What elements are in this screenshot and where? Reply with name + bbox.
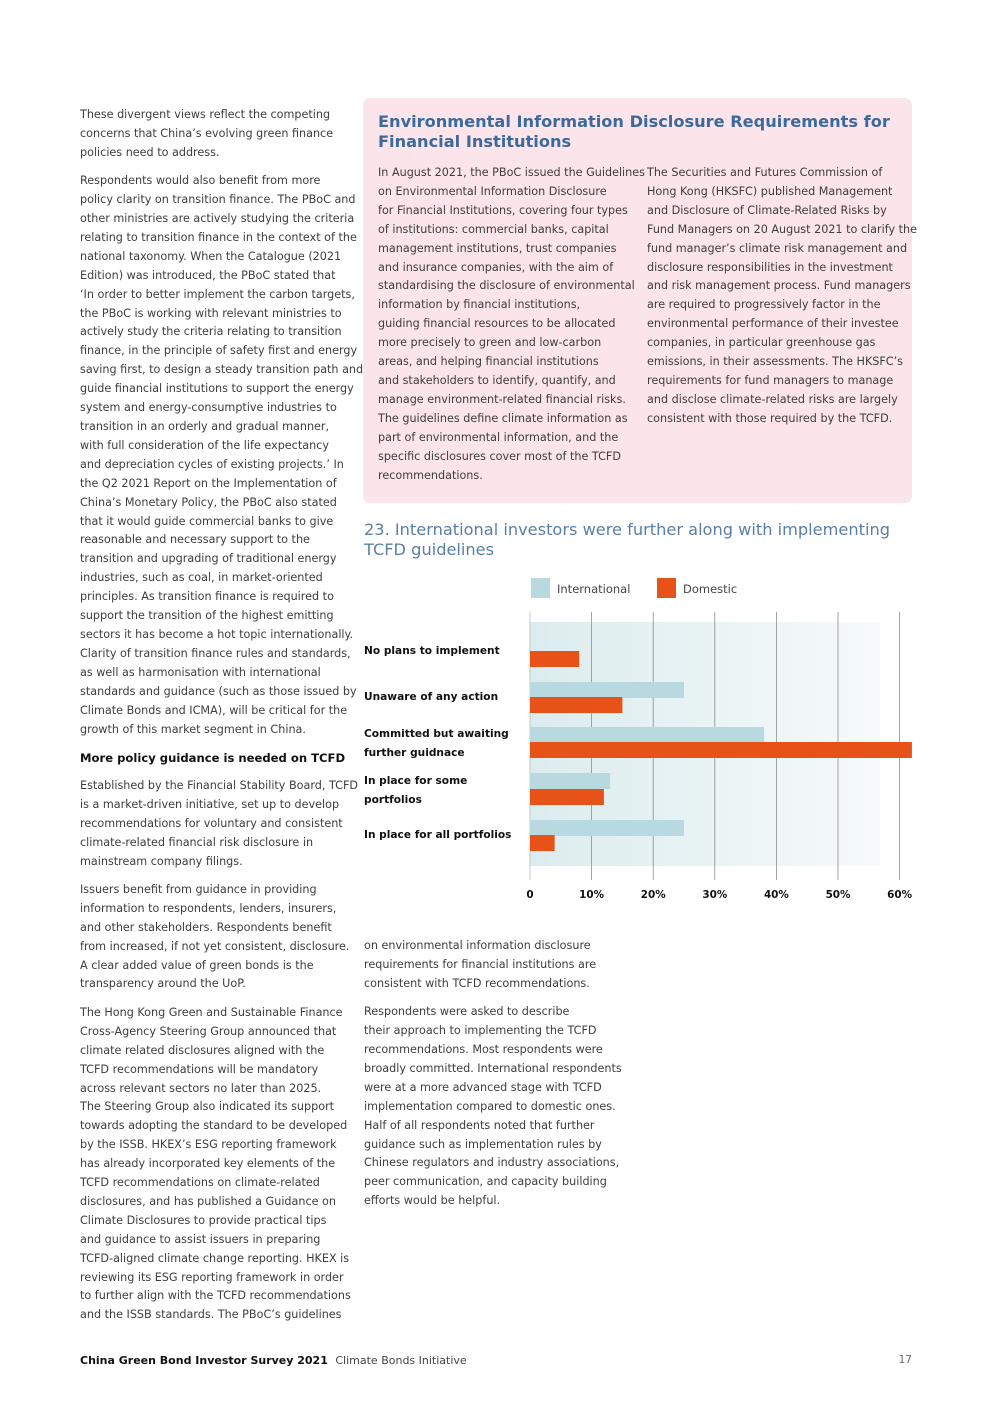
- text-line: guide financial institutions to support the energy: [80, 382, 354, 396]
- text-line: environmental performance of their investee: [647, 317, 899, 331]
- x-tick-label: 20%: [640, 889, 666, 901]
- respondents-paragraph: [364, 1003, 634, 1211]
- text-line: on Environmental Information Disclosure: [378, 184, 607, 198]
- legend-label-international: International: [557, 582, 631, 596]
- text-line: and the ISSB standards. The PBoC’s guidelines: [80, 1308, 342, 1322]
- x-tick-label: 40%: [763, 889, 789, 901]
- text-line: TCFD-aligned climate change reporting. HKEX is: [80, 1251, 350, 1265]
- text-line: as well as harmonisation with international: [80, 665, 321, 679]
- text-line: concerns that China’s evolving green finance: [80, 126, 334, 140]
- text-line: saving first, to design a steady transition path and: [80, 363, 364, 377]
- text-line: on environmental information disclosure: [364, 939, 591, 952]
- text-line: has already incorporated key elements of the: [80, 1157, 336, 1171]
- text-line: and stakeholders to identify, quantify, and: [378, 373, 616, 387]
- text-line: transition and upgrading of traditional energy: [80, 552, 337, 566]
- text-line: disclosures, and has published a Guidance on: [80, 1194, 336, 1208]
- text-line: and guidance to assist issuers in preparing: [80, 1232, 321, 1246]
- text-line: The Hong Kong Green and Sustainable Finance: [80, 1005, 343, 1019]
- text-line: part of environmental information, and the: [378, 430, 619, 444]
- text-line: peer communication, and capacity building: [364, 1175, 607, 1189]
- bar-international-4: [530, 820, 684, 836]
- box-title: Environmental Information Disclosure Requirements for Financial Institutions: [378, 112, 890, 151]
- text-line: Clarity of transition finance rules and standards,: [80, 646, 351, 660]
- text-line: mainstream company filings.: [80, 854, 243, 868]
- text-line: across relevant sectors no later than 2025.: [80, 1081, 322, 1095]
- text-line: the PBoC is working with relevant ministries to: [80, 306, 342, 320]
- text-line: A clear added value of green bonds is the: [80, 958, 314, 972]
- text-line: were at a more advanced stage with TCFD: [364, 1080, 602, 1094]
- text-line: The guidelines define climate information as: [378, 411, 628, 425]
- text-line: with full consideration of the life expectancy: [80, 438, 329, 452]
- section-heading: More policy guidance is needed on TCFD: [80, 750, 346, 765]
- text-line: that it would guide commercial banks to give: [80, 514, 334, 528]
- text-line: ‘In order to better implement the carbon targets,: [80, 287, 355, 301]
- text-line: and disclose climate-related risks are largely: [647, 392, 898, 406]
- page-number: 17: [898, 1354, 912, 1366]
- text-line: guiding financial resources to be allocated: [378, 317, 616, 331]
- text-line: and insurance companies, with the aim of: [378, 260, 614, 274]
- text-line: the Q2 2021 Report on the Implementation of: [80, 476, 337, 490]
- bar-domestic-4: [530, 835, 555, 851]
- text-line: industries, such as coal, in market-oriented: [80, 571, 323, 585]
- text-line: Climate Bonds and ICMA), will be critical for the: [80, 703, 348, 717]
- footer-report-title: China Green Bond Investor Survey 2021: [80, 1354, 328, 1367]
- category-label: further guidnace: [364, 747, 465, 759]
- text-line: reviewing its ESG reporting framework in order: [80, 1270, 344, 1284]
- text-line: areas, and helping financial institutions: [378, 355, 599, 369]
- text-line: consistent with those required by the TCFD.: [647, 411, 893, 425]
- footer-organisation: Climate Bonds Initiative: [335, 1354, 467, 1367]
- text-line: system and energy-consumptive industries to: [80, 401, 337, 415]
- text-line: their approach to implementing the TCFD: [364, 1024, 597, 1038]
- text-line: relating to transition finance in the context of the: [80, 230, 357, 244]
- text-line: recommendations. Most respondents were: [364, 1043, 603, 1057]
- bar-international-3: [530, 773, 610, 789]
- category-label: Unaware of any action: [364, 691, 499, 703]
- text-line: management institutions, trust companies: [378, 241, 617, 255]
- text-line: Cross-Agency Steering Group announced that: [80, 1024, 337, 1038]
- text-line: and risk management process. Fund managers: [647, 279, 911, 293]
- text-line: guidance such as implementation rules by: [364, 1137, 602, 1151]
- text-line: companies, in particular greenhouse gas: [647, 336, 876, 350]
- text-line: climate related disclosures aligned with the: [80, 1043, 325, 1057]
- text-line: Respondents would also benefit from more: [80, 174, 321, 188]
- text-line: China’s Monetary Policy, the PBoC also stated: [80, 495, 337, 509]
- text-line: from increased, if not yet consistent, disclosure.: [80, 939, 350, 953]
- x-tick-label: 10%: [579, 889, 605, 901]
- text-line: consistent with TCFD recommendations.: [364, 976, 590, 990]
- text-line: by the ISSB. HKEX’s ESG reporting framework: [80, 1138, 337, 1152]
- text-line: Half of all respondents noted that further: [364, 1118, 595, 1132]
- text-line: Climate Disclosures to provide practical tips: [80, 1213, 327, 1227]
- legend-swatch-domestic: [657, 578, 676, 598]
- text-line: Hong Kong (HKSFC) published Management: [647, 184, 893, 198]
- text-line: actively study the criteria relating to transition: [80, 325, 342, 339]
- text-line: recommendations for voluntary and consistent: [80, 816, 343, 830]
- text-line: information by financial institutions,: [378, 298, 581, 312]
- text-line: climate-related financial risk disclosure in: [80, 835, 314, 849]
- bar-domestic-3: [530, 789, 604, 805]
- text-line: standardising the disclosure of environmental: [378, 279, 635, 293]
- text-line: other ministries are actively studying the criteria: [80, 212, 355, 226]
- text-line: standards and guidance (such as those issued by: [80, 684, 357, 698]
- bar-domestic-2: [530, 742, 912, 758]
- bar-domestic-1: [530, 697, 622, 713]
- text-line: implementation compared to domestic ones.: [364, 1099, 616, 1113]
- category-label: portfolios: [364, 794, 422, 806]
- text-line: policies need to address.: [80, 145, 220, 159]
- text-line: is a market-driven initiative, set up to develop: [80, 797, 340, 811]
- category-label: No plans to implement: [364, 645, 500, 657]
- x-tick-label: 30%: [702, 889, 728, 901]
- text-line: specific disclosures cover most of the TCFD: [378, 449, 621, 463]
- text-line: information to respondents, lenders, insurers,: [80, 901, 337, 915]
- bar-international-2: [530, 727, 764, 743]
- x-tick-label: 60%: [887, 889, 913, 901]
- text-line: requirements for financial institutions are: [364, 957, 597, 971]
- text-line: national taxonomy. When the Catalogue (2021: [80, 249, 342, 263]
- text-line: principles. As transition finance is required to: [80, 590, 334, 604]
- category-label: In place for all portfolios: [364, 829, 512, 841]
- text-line: growth of this market segment in China.: [80, 722, 306, 736]
- text-line: Issuers benefit from guidance in providing: [80, 882, 317, 896]
- text-line: and Disclosure of Climate-Related Risks by: [647, 203, 887, 217]
- text-line: sectors it has become a hot topic internationally.: [80, 627, 354, 641]
- text-line: are required to progressively factor in the: [647, 298, 881, 312]
- text-line: disclosure responsibilities in the investment: [647, 260, 893, 274]
- text-line: and other stakeholders. Respondents benefit: [80, 920, 332, 934]
- text-line: policy clarity on transition finance. The PBoC and: [80, 193, 356, 207]
- text-line: reasonable and necessary support to the: [80, 533, 310, 547]
- x-tick-label: 50%: [825, 889, 851, 901]
- text-line: Edition) was introduced, the PBoC stated that: [80, 268, 336, 282]
- guidelines-continued-paragraph: [364, 937, 634, 994]
- page-footer: [80, 1354, 912, 1367]
- bottom-middle-column: [364, 937, 634, 1221]
- legend-label-domestic: Domestic: [683, 582, 738, 596]
- text-line: transition in an orderly and gradual manner,: [80, 420, 330, 433]
- text-line: broadly committed. International respondents: [364, 1061, 622, 1075]
- category-label: In place for some: [364, 775, 468, 787]
- text-line: The Steering Group also indicated its support: [80, 1100, 335, 1114]
- text-line: Fund Managers on 20 August 2021 to clarify the: [647, 222, 917, 236]
- text-line: requirements for fund managers to manage: [647, 373, 894, 387]
- text-line: fund manager’s climate risk management and: [647, 241, 908, 255]
- text-line: TCFD recommendations will be mandatory: [80, 1062, 319, 1076]
- text-line: manage environment-related financial risks.: [378, 392, 626, 406]
- text-line: of institutions: commercial banks, capital: [378, 222, 609, 236]
- legend-swatch-international: [531, 578, 550, 598]
- text-line: In August 2021, the PBoC issued the Guidelines: [378, 166, 645, 179]
- text-line: Established by the Financial Stability Board, TCFD: [80, 778, 359, 792]
- text-line: These divergent views reflect the competing: [80, 108, 331, 121]
- text-line: to further align with the TCFD recommendations: [80, 1289, 351, 1303]
- text-line: TCFD recommendations on climate-related: [80, 1176, 320, 1190]
- text-line: emissions, in their assessments. The HKSFC’s: [647, 355, 904, 369]
- text-line: towards adopting the standard to be developed: [80, 1119, 348, 1133]
- bar-domestic-0: [530, 651, 579, 667]
- text-line: transparency around the UoP.: [80, 977, 246, 991]
- text-line: more precisely to green and low-carbon: [378, 336, 602, 350]
- category-label: Committed but awaiting: [364, 728, 509, 740]
- text-line: Respondents were asked to describe: [364, 1005, 570, 1019]
- text-line: The Securities and Futures Commission of: [647, 166, 883, 179]
- chart-title: 23. International investors were further along with implementing TCFD guidelines: [364, 520, 890, 559]
- text-line: for Financial Institutions, covering four types: [378, 203, 628, 217]
- text-line: Chinese regulators and industry associations,: [364, 1156, 620, 1170]
- text-line: efforts would be helpful.: [364, 1194, 501, 1208]
- text-line: and depreciation cycles of existing projects.’ In: [80, 457, 344, 471]
- x-tick-label: 0: [526, 889, 534, 901]
- text-line: recommendations.: [378, 468, 483, 482]
- text-line: support the transition of the highest emitting: [80, 609, 334, 623]
- text-line: finance, in the principle of safety first and energy: [80, 344, 358, 358]
- bar-international-1: [530, 682, 684, 698]
